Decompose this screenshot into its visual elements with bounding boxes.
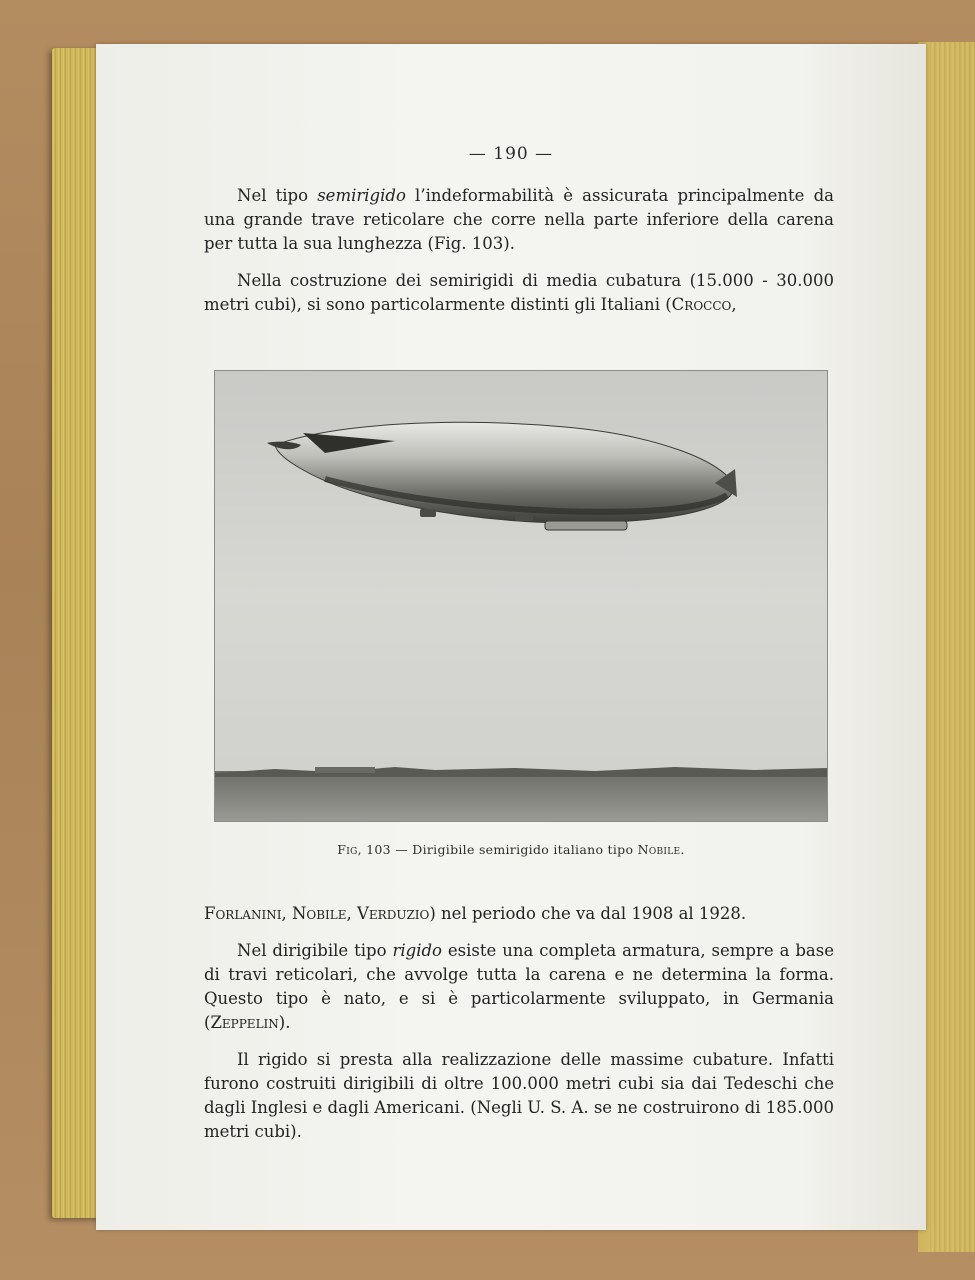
- text-run: rigido: [392, 941, 442, 960]
- text-run: esiste una completa armatura, sempre a base di travi reticolari, che avvolge tutta la carena e ne determina la forma. Questo tipo è nato, e si è particolarmente sviluppato, in Germania (: [204, 941, 834, 1032]
- book-page: [96, 44, 926, 1230]
- text-run: Verduzio: [357, 904, 430, 923]
- text-run: ,: [731, 295, 737, 314]
- paragraph: [204, 184, 834, 256]
- text-run: ).: [278, 1013, 291, 1032]
- text-run: semirigido: [317, 186, 406, 205]
- text-run: Crocco: [671, 295, 732, 314]
- airship-illustration: [215, 371, 827, 821]
- text-run: , 103 — Dirigibile semirigido italiano tipo: [357, 842, 638, 857]
- paragraph: [204, 902, 834, 926]
- text-run: Zeppelin: [210, 1013, 279, 1032]
- page-number: — 190 —: [468, 144, 554, 164]
- text-block-top: [204, 184, 834, 330]
- figure-caption: [96, 842, 926, 857]
- text-run: Fig: [337, 842, 358, 857]
- text-run: ) nel periodo che va dal 1908 al 1928.: [429, 904, 747, 923]
- text-run: Il rigido si presta alla realizzazione delle massime cubature. Infatti furono costruiti dirigibili di oltre 100.000 metri cubi sia dai Tedeschi che dagli Inglesi e dagli Americani. (Negli U. S. A. se ne costruirono di 185.000 metri cubi).: [204, 1050, 834, 1141]
- text-run: Forlanini: [204, 904, 282, 923]
- ground-strip: [215, 771, 827, 821]
- text-run: Nella costruzione dei semirigidi di media cubatura (15.000 - 30.000 metri cubi), si sono particolarmente distinti gli Italiani (: [204, 271, 834, 314]
- text-run: Nobile: [291, 904, 347, 923]
- text-run: Nobile: [637, 842, 681, 857]
- text-run: Nel tipo: [237, 186, 318, 205]
- text-run: l’indeformabilità è assicurata principalmente da una grande trave reticolare che corre nella parte inferiore della carena per tutta la sua lunghezza (Fig. 103).: [204, 186, 834, 253]
- text-run: .: [680, 842, 685, 857]
- text-run: ,: [346, 904, 357, 923]
- paragraph: [204, 269, 834, 317]
- paragraph: [204, 1048, 834, 1144]
- text-run: Nel dirigibile tipo: [237, 941, 393, 960]
- airship-photo: [214, 370, 828, 822]
- right-page-edges-detail: [930, 42, 975, 1252]
- text-run: ,: [281, 904, 292, 923]
- paragraph: [204, 939, 834, 1035]
- text-block-bottom: [204, 902, 834, 1157]
